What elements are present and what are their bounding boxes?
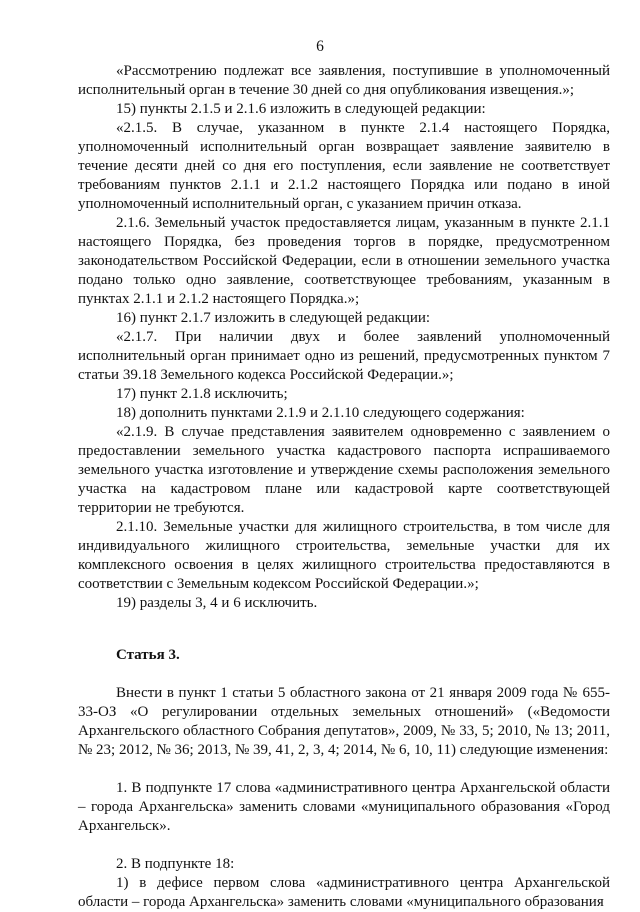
paragraph: «2.1.5. В случае, указанном в пункте 2.1.4 настоящего Порядка, уполномоченный исполнительный орган возвращает заявление заявителю в течение десяти дней со дня его поступления, если заявление не соответствует требованиям пунктов 2.1.1 и 2.1.2 настоящего Порядка или подано в иной уполномоченный исполнительный орган, с указанием причин отказа. bbox=[78, 120, 610, 212]
paragraph: 2.1.10. Земельные участки для жилищного строительства, в том числе для индивидуального жилищного строительства, земельные участки для их комплексного освоения в целях жилищного строительства предоставляются в соответствии с Земельным кодексом Российской Федерации.»; bbox=[78, 519, 610, 592]
document-body bbox=[78, 62, 610, 912]
page-number: 6 bbox=[316, 38, 324, 55]
paragraph: 15) пункты 2.1.5 и 2.1.6 изложить в следующей редакции: bbox=[116, 101, 486, 117]
article-paragraph: 1) в дефисе первом слова «административного центра Архангельской области – города Архангельска» заменить словами «муниципального образования bbox=[78, 875, 610, 910]
paragraph: 17) пункт 2.1.8 исключить; bbox=[116, 386, 288, 402]
paragraph: 19) разделы 3, 4 и 6 исключить. bbox=[116, 595, 318, 611]
article-paragraph: 1. В подпункте 17 слова «административного центра Архангельской области – города Архангельска» заменить словами «муниципального образования «Город Архангельск». bbox=[78, 780, 610, 834]
paragraph: «2.1.7. При наличии двух и более заявлений уполномоченный исполнительный орган принимает одно из решений, предусмотренных пунктом 7 статьи 39.18 Земельного кодекса Российской Федерации.»; bbox=[78, 329, 610, 383]
paragraph: 18) дополнить пунктами 2.1.9 и 2.1.10 следующего содержания: bbox=[116, 405, 525, 421]
article-heading: Статья 3. bbox=[116, 647, 180, 663]
paragraph: 16) пункт 2.1.7 изложить в следующей редакции: bbox=[116, 310, 431, 326]
article-paragraph: Внести в пункт 1 статьи 5 областного закона от 21 января 2009 года № 655-33-ОЗ «О регулировании отдельных земельных отношений» («Ведомости Архангельского областного Собрания депутатов», 2009, № 33, 5; 2010, № 13; 2011, № 23; 2012, № 36; 2013, № 39, 41, 2, 3, 4; 2014, № 6, 10, 11) следующие изменения: bbox=[78, 685, 610, 758]
paragraph: «Рассмотрению подлежат все заявления, поступившие в уполномоченный исполнительный орган в течение 30 дней со дня опубликования извещения.»; bbox=[78, 63, 610, 98]
paragraph: 2.1.6. Земельный участок предоставляется лицам, указанным в пункте 2.1.1 настоящего Порядка, без проведения торгов в порядке, предусмотренном законодательством Российской Федерации, если в отношении земельного участка подано только одно заявление, соответствующее требованиям, указанным в пунктах 2.1.1 и 2.1.2 настоящего Порядка.»; bbox=[78, 215, 610, 307]
paragraph: «2.1.9. В случае представления заявителем одновременно с заявлением о предоставлении земельного участка кадастрового паспорта испрашиваемого земельного участка изготовление и утверждение схемы расположения земельного участка на кадастровом плане или кадастровой карте соответствующей территории не требуются. bbox=[78, 424, 610, 516]
article-paragraph: 2. В подпункте 18: bbox=[116, 856, 235, 872]
